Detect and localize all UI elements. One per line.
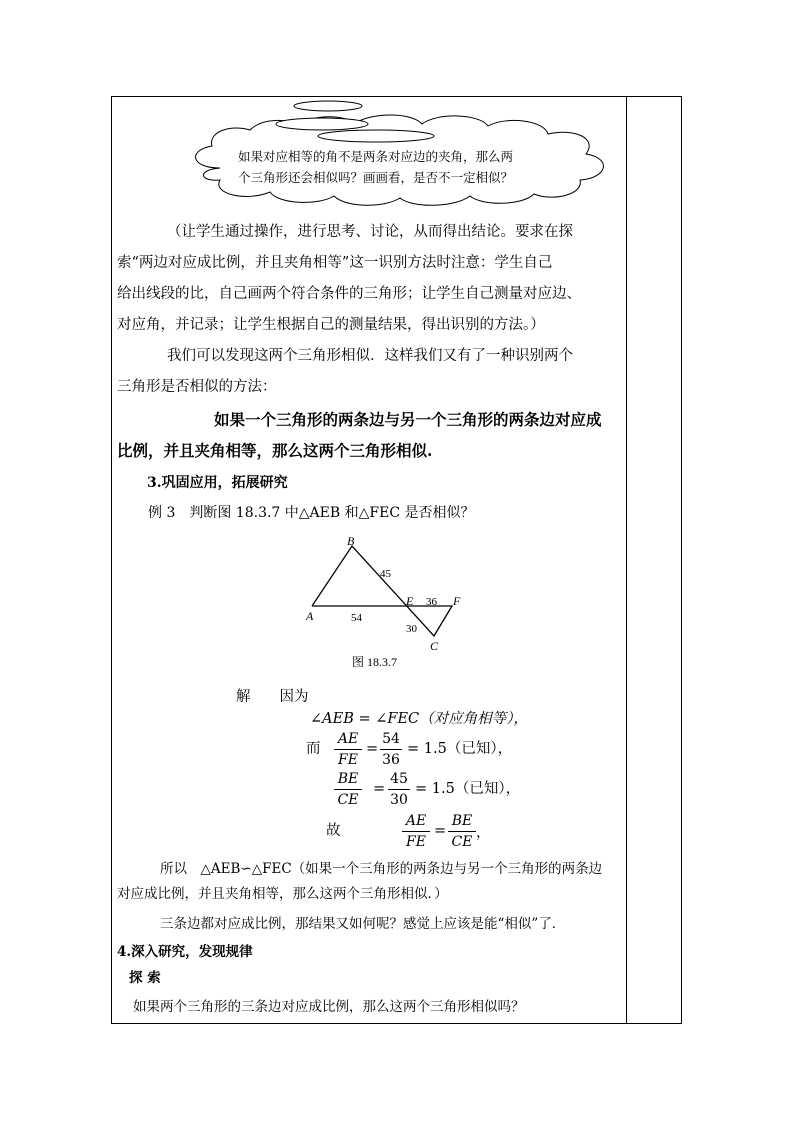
- explore-label: 探 索: [129, 970, 161, 986]
- label-A: A: [306, 609, 314, 623]
- cloud-text-line-2: 个三角形还会相似吗？画画看，是否不一定相似？: [238, 170, 514, 185]
- fraction-denominator: FE: [338, 752, 358, 768]
- solution-eq2-result: = 1.5（已知），: [415, 781, 521, 797]
- theorem-line-1: 如果一个三角形的两条边与另一个三角形的两条边对应成: [214, 410, 602, 429]
- paragraph-1-line-4: 对应角，并记录；让学生根据自己的测量结果，得出识别的方法。）: [117, 317, 545, 333]
- figure-caption: 图 18.3.7: [352, 655, 398, 669]
- paragraph-2-line-1: 我们可以发现这两个三角形相似．这样我们又有了一种识别两个: [167, 348, 573, 364]
- length-EF: 36: [426, 596, 437, 608]
- solution-intro: 解 因为: [236, 689, 309, 705]
- solution-er: 而: [306, 741, 321, 757]
- solution-eq1-result: = 1.5（已知），: [407, 741, 513, 757]
- solution-comma: ，: [476, 825, 491, 841]
- fraction-54-36: [380, 731, 402, 768]
- fraction-denominator: FE: [406, 834, 426, 850]
- fraction-numerator: AE: [337, 731, 359, 747]
- paragraph-3: 三条边都对应成比例，那结果又如何呢？感觉上应该是能“相似”了．: [160, 916, 566, 932]
- fraction-denominator: 30: [390, 792, 408, 808]
- paragraph-2-line-2: 三角形是否相似的方法：: [117, 379, 277, 395]
- length-BE: 45: [380, 568, 391, 580]
- fraction-be-ce-final: [448, 813, 476, 850]
- figure-18-3-7: [300, 530, 495, 675]
- fraction-denominator: CE: [451, 834, 473, 850]
- paragraph-1-line-3: 给出线段的比，自己画两个符合条件的三角形；让学生自己测量对应边、: [117, 286, 581, 302]
- section-3-heading: 3.巩固应用，拓展研究: [147, 475, 288, 491]
- paragraph-1-line-2: 索“两边对应成比例，并且夹角相等”这一识别方法时注意：学生自己: [117, 255, 553, 271]
- equals-sign: =: [434, 823, 447, 839]
- fraction-numerator: BE: [451, 813, 473, 829]
- fraction-ae-fe-final: [402, 813, 430, 850]
- conclusion-line-2: 对应成比例，并且夹角相等，那么这两个三角形相似．）: [117, 886, 448, 902]
- conclusion-line-1: 所以 △AEB∽△FEC（如果一个三角形的两条边与另一个三角形的两条边: [160, 861, 603, 877]
- fraction-numerator: 45: [390, 771, 408, 787]
- equals-sign: =: [373, 781, 386, 797]
- fraction-denominator: 36: [382, 752, 400, 768]
- example-3-statement: 例 3 判断图 18.3.7 中△AEB 和△FEC 是否相似？: [148, 505, 475, 521]
- cloud-text-line-1: 如果对应相等的角不是两条对应边的夹角，那么两: [238, 149, 514, 164]
- length-EC: 30: [406, 623, 417, 635]
- section-4-heading: 4.深入研究，发现规律: [117, 944, 253, 960]
- fraction-45-30: [388, 771, 410, 808]
- solution-angle-equality: ∠AEB = ∠FEC（对应角相等），: [310, 711, 528, 727]
- fraction-denominator: CE: [337, 792, 359, 808]
- solution-gu: 故: [326, 823, 341, 839]
- theorem-line-2: 比例，并且夹角相等，那么这两个三角形相似.: [117, 441, 433, 460]
- label-F: F: [453, 594, 461, 608]
- triangle-lines: [312, 546, 452, 636]
- fraction-ae-fe: [334, 731, 362, 768]
- equals-sign: =: [366, 741, 379, 757]
- label-B: B: [347, 534, 355, 548]
- fraction-numerator: AE: [405, 813, 427, 829]
- paragraph-1-line-1: （让学生通过操作，进行思考、讨论，从而得出结论。要求在探: [167, 224, 573, 240]
- table-column-divider: [626, 96, 627, 1024]
- fraction-be-ce: [334, 771, 362, 808]
- label-C: C: [430, 639, 439, 653]
- explore-question: 如果两个三角形的三条边对应成比例，那么这两个三角形相似吗？: [133, 999, 525, 1015]
- fraction-numerator: BE: [337, 771, 359, 787]
- fraction-numerator: 54: [382, 731, 400, 747]
- length-AE: 54: [351, 612, 362, 624]
- label-E: E: [406, 594, 414, 608]
